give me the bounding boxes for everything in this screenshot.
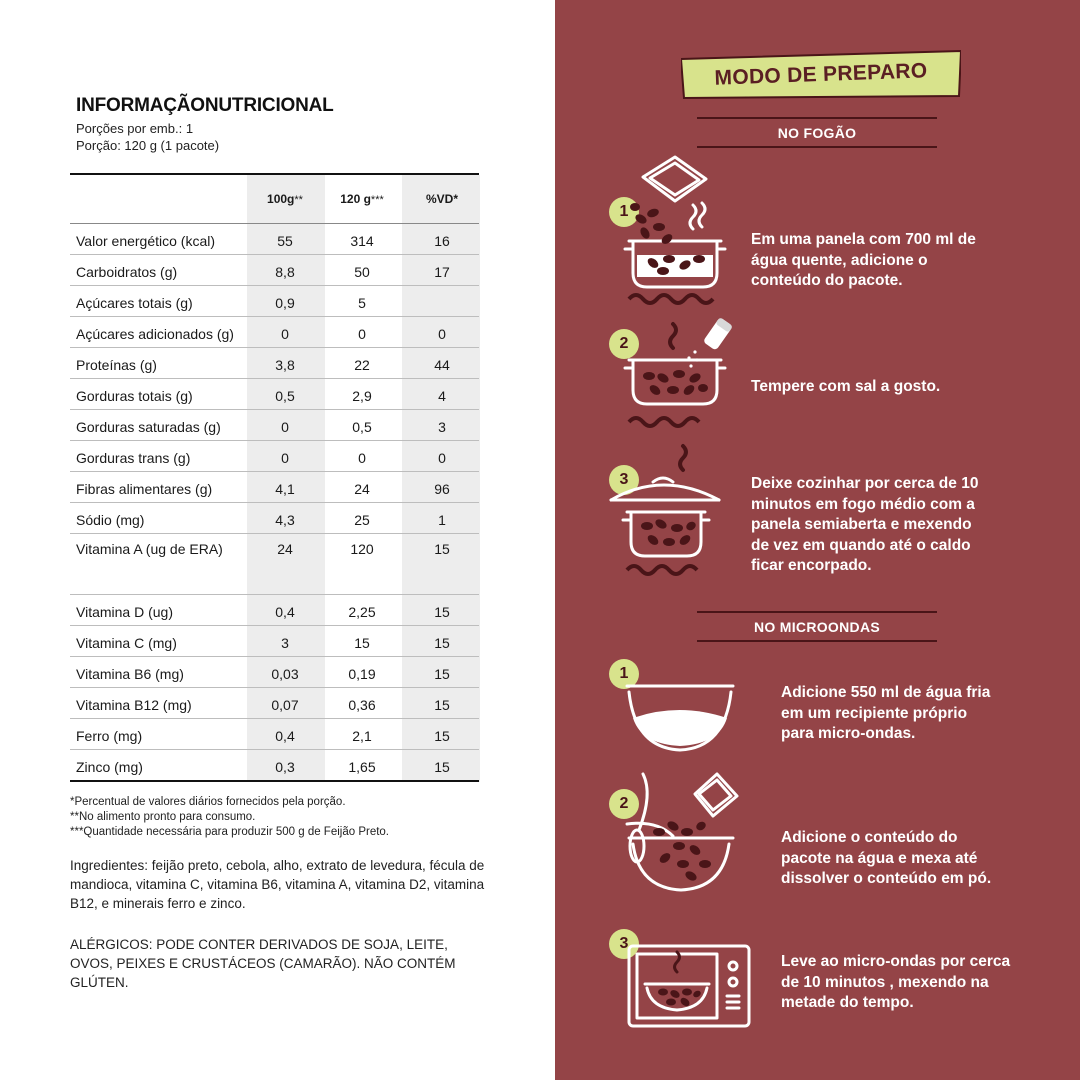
- value-per-100g: 0,07: [271, 697, 299, 713]
- value-per-portion: 0,36: [348, 697, 376, 713]
- step-number: 3: [609, 929, 639, 959]
- value-per-100g: 3: [281, 635, 289, 651]
- table-row: [70, 255, 479, 286]
- table-header-row: [70, 175, 479, 224]
- divider: [697, 146, 937, 148]
- serving-size: Porção: 120 g (1 pacote): [76, 138, 220, 153]
- allergens-text: ALÉRGICOS: PODE CONTER DERIVADOS DE SOJA, LEITE, OVOS, PEIXES E CRUSTÁCEOS (CAMARÃO). NÃO CONTÉM GLÚTEN.: [70, 937, 456, 990]
- value-per-portion: 0: [358, 450, 366, 466]
- bowl-with-water-icon: [623, 680, 737, 754]
- value-per-100g: 0,5: [275, 388, 295, 404]
- nutrition-title: INFORMAÇÃONUTRICIONAL: [76, 95, 334, 116]
- ingredients-text: Ingredientes: feijão preto, cebola, alho, extrato de levedura, fécula de mandioca, vitamina C, vitamina B6, vitamina A, vitamina D2, vitamina B12, e minerais ferro e zinco.: [70, 858, 485, 911]
- nutrient-label: Carboidratos (g): [76, 264, 178, 280]
- nutrient-label: Ferro (mg): [76, 728, 143, 744]
- value-vd: 15: [434, 759, 450, 775]
- table-row: [70, 348, 479, 379]
- nutrient-label: Gorduras totais (g): [76, 388, 193, 404]
- value-vd: 15: [434, 728, 450, 744]
- value-per-100g: 0,9: [275, 295, 295, 311]
- nutrient-label: Fibras alimentares (g): [76, 481, 213, 497]
- nutrient-label: Sódio (mg): [76, 512, 145, 528]
- section-label-micro: NO MICROONDAS: [753, 619, 880, 635]
- bowl-with-spoon-icon: [625, 770, 741, 894]
- value-vd: 3: [438, 419, 446, 435]
- nutrient-label: Açúcares totais (g): [76, 295, 193, 311]
- value-vd: 4: [438, 388, 446, 404]
- footnote: **No alimento pronto para consumo.: [70, 811, 256, 823]
- table-row: [70, 379, 479, 410]
- value-per-portion: 5: [358, 295, 366, 311]
- value-per-portion: 24: [354, 481, 370, 497]
- value-per-portion: 22: [354, 357, 370, 373]
- value-per-100g: 4,1: [275, 481, 295, 497]
- table-row: [70, 626, 479, 657]
- value-per-portion: 2,9: [352, 388, 372, 404]
- value-per-portion: 314: [350, 233, 374, 249]
- footnote: ***Quantidade necessária para produzir 500 g de Feijão Preto.: [70, 826, 390, 838]
- value-per-100g: 3,8: [275, 357, 295, 373]
- table-row: [70, 224, 479, 255]
- table-row: [70, 441, 479, 472]
- table-row: [70, 503, 479, 534]
- step-number: 2: [609, 789, 639, 819]
- divider: [697, 117, 937, 119]
- pot-with-packet-icon: [623, 155, 727, 307]
- value-vd: 1: [438, 512, 446, 528]
- table-row: [70, 688, 479, 719]
- pot-with-lid-icon: [607, 440, 723, 580]
- footnote: *Percentual de valores diários fornecidos pela porção.: [70, 796, 346, 808]
- nutrient-label: Vitamina B12 (mg): [76, 697, 192, 713]
- value-per-100g: 0: [281, 450, 289, 466]
- preparo-title-badge: [681, 50, 961, 100]
- table-row: [70, 317, 479, 348]
- nutrient-label: Proteínas (g): [76, 357, 157, 373]
- step-number: 3: [609, 465, 639, 495]
- value-vd: 16: [434, 233, 450, 249]
- value-per-portion: 0: [358, 326, 366, 342]
- nutrient-label: Valor energético (kcal): [76, 233, 216, 249]
- preparation-panel: [555, 0, 1080, 1080]
- value-vd: 15: [434, 541, 450, 557]
- value-per-portion: 2,1: [352, 728, 372, 744]
- table-row: [70, 534, 479, 595]
- value-vd: 17: [434, 264, 450, 280]
- step-number: 2: [609, 329, 639, 359]
- nutrient-label: Vitamina B6 (mg): [76, 666, 184, 682]
- value-vd: 0: [438, 326, 446, 342]
- value-per-100g: 0: [281, 326, 289, 342]
- value-vd: 15: [434, 666, 450, 682]
- value-vd: 15: [434, 697, 450, 713]
- divider: [697, 611, 937, 613]
- step-text: Adicione o conteúdo do pacote na água e mexa até dissolver o conteúdo em pó.: [781, 829, 992, 887]
- pot-with-salt-shaker-icon: [623, 314, 733, 432]
- servings-per-pack: Porções por emb.: 1: [76, 121, 194, 136]
- nutrient-label: Vitamina D (ug): [76, 604, 174, 620]
- nutrient-label: Zinco (mg): [76, 759, 143, 775]
- footnotes: [70, 795, 389, 840]
- header-vd: %VD*: [425, 192, 458, 206]
- value-vd: 0: [438, 450, 446, 466]
- table-row: [70, 719, 479, 750]
- section-label-fogao: NO FOGÃO: [777, 125, 857, 141]
- value-per-100g: 8,8: [275, 264, 295, 280]
- value-vd: 96: [434, 481, 450, 497]
- nutrient-label: Vitamina A (ug de ERA): [76, 541, 223, 557]
- value-per-portion: 120: [350, 541, 374, 557]
- value-per-portion: 1,65: [348, 759, 376, 775]
- table-row: [70, 286, 479, 317]
- value-vd: 15: [434, 635, 450, 651]
- step-text: Tempere com sal a gosto.: [751, 378, 941, 395]
- value-per-100g: 0,4: [275, 728, 295, 744]
- value-per-100g: 55: [277, 233, 293, 249]
- value-per-100g: 0,4: [275, 604, 295, 620]
- value-per-portion: 2,25: [348, 604, 376, 620]
- value-per-100g: 0: [281, 419, 289, 435]
- preparo-title: MODO DE PREPARO: [714, 59, 928, 90]
- table-row: [70, 595, 479, 626]
- nutrient-label: Açúcares adicionados (g): [76, 326, 234, 342]
- nutrition-table: [70, 173, 479, 782]
- microwave-icon: [627, 944, 753, 1030]
- table-row: [70, 750, 479, 780]
- divider: [697, 640, 937, 642]
- value-per-portion: 0,5: [352, 419, 372, 435]
- nutrient-label: Vitamina C (mg): [76, 635, 177, 651]
- table-row: [70, 410, 479, 441]
- header-per-portion: 120 g***: [340, 192, 384, 206]
- step-text: Em uma panela com 700 ml de água quente, adicione o conteúdo do pacote.: [751, 231, 976, 289]
- value-per-portion: 15: [354, 635, 370, 651]
- value-per-portion: 50: [354, 264, 370, 280]
- value-per-100g: 24: [277, 541, 293, 557]
- table-row: [70, 472, 479, 503]
- table-row: [70, 657, 479, 688]
- step-number: 1: [609, 659, 639, 689]
- nutrient-label: Gorduras saturadas (g): [76, 419, 221, 435]
- value-per-100g: 0,3: [275, 759, 295, 775]
- value-per-100g: 4,3: [275, 512, 295, 528]
- value-vd: 15: [434, 604, 450, 620]
- value-vd: 44: [434, 357, 450, 373]
- value-per-portion: 0,19: [348, 666, 376, 682]
- step-number: 1: [609, 197, 639, 227]
- step-text: Leve ao micro-ondas por cerca de 10 minutos , mexendo na metade do tempo.: [781, 953, 1011, 1011]
- step-text: Adicione 550 ml de água fria em um recipiente próprio para micro-ondas.: [781, 684, 991, 742]
- step-text: Deixe cozinhar por cerca de 10 minutos em fogo médio com a panela semiaberta e mexendo de vez em quando até o caldo ficar encorpado.: [751, 475, 979, 574]
- header-per-100g: 100g**: [267, 192, 303, 206]
- value-per-100g: 0,03: [271, 666, 299, 682]
- value-per-portion: 25: [354, 512, 370, 528]
- nutrient-label: Gorduras trans (g): [76, 450, 191, 466]
